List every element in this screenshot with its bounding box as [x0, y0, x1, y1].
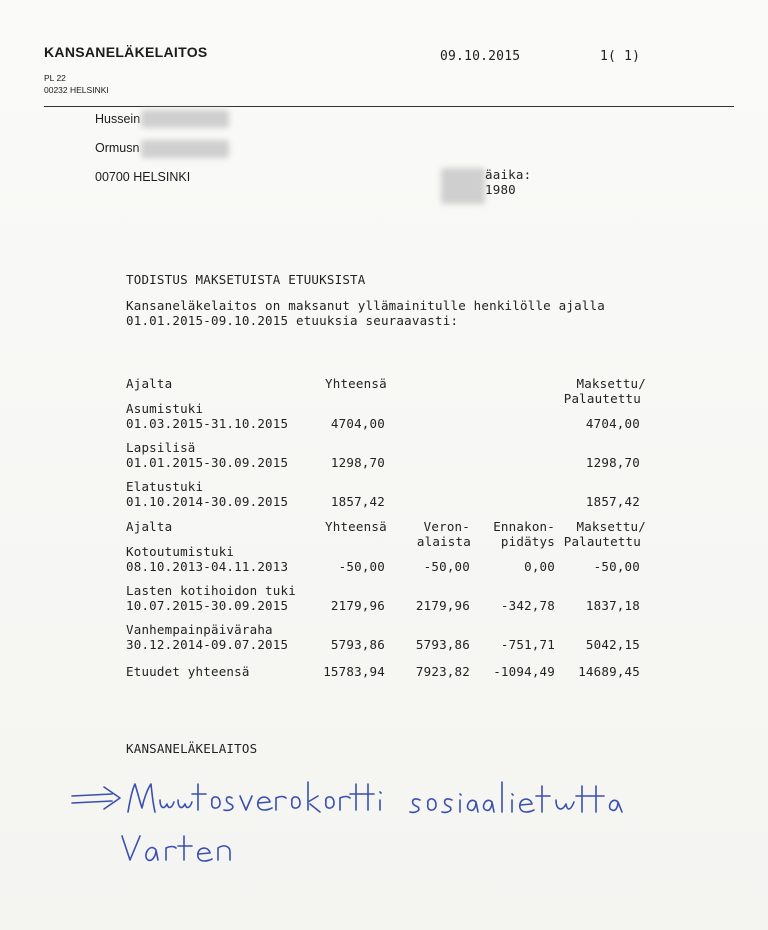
t2-row-2-withheld: -342,78 — [500, 598, 555, 613]
address-line-1: PL 22 — [44, 73, 66, 83]
totals-withheld: -1094,49 — [493, 664, 555, 679]
t2-row-2-total: 2179,96 — [330, 598, 385, 613]
t1-header-paid-2: Palautettu — [563, 391, 641, 406]
t1-header-period: Ajalta — [126, 376, 173, 391]
t1-row-1-period: 01.03.2015-31.10.2015 — [126, 416, 289, 431]
recipient-line-3: 00700 HELSINKI — [95, 170, 191, 184]
birth-year: 1980 — [485, 182, 516, 197]
t2-row-1-period: 08.10.2013-04.11.2013 — [126, 559, 289, 574]
t2-header-period: Ajalta — [126, 519, 173, 534]
t2-row-2-taxable: 2179,96 — [415, 598, 470, 613]
intro-line-1: Kansaneläkelaitos on maksanut yllämainitulle henkilölle ajalla — [126, 298, 605, 313]
t2-row-3-total: 5793,86 — [330, 637, 385, 652]
t2-header-paid-1: Maksettu/ — [576, 519, 646, 534]
t2-header-taxable-1: Veron- — [423, 519, 470, 534]
totals-total: 15783,94 — [323, 664, 385, 679]
footer-signature: KANSANELÄKELAITOS — [126, 741, 258, 756]
t1-row-1-total: 4704,00 — [330, 416, 385, 431]
t2-header-withheld-2: pidätys — [500, 534, 555, 549]
birth-label: äaika: — [485, 167, 532, 182]
t2-header-taxable-2: alaista — [416, 534, 471, 549]
t2-header-withheld-1: Ennakon- — [493, 519, 555, 534]
handwritten-note-drawing — [60, 770, 640, 880]
totals-taxable: 7923,82 — [415, 664, 470, 679]
t1-row-1-paid: 4704,00 — [585, 416, 640, 431]
page-number: 1( 1) — [600, 49, 641, 64]
t1-row-2-period: 01.01.2015-30.09.2015 — [126, 455, 289, 470]
t2-row-2-name: Lasten kotihoidon tuki — [126, 583, 296, 598]
t2-header-paid-2: Palautettu — [563, 534, 641, 549]
t1-row-3-total: 1857,42 — [330, 494, 385, 509]
t1-row-2-total: 1298,70 — [330, 455, 385, 470]
t2-row-1-name: Kotoutumistuki — [126, 544, 235, 559]
header-divider — [44, 106, 734, 107]
t2-row-1-total: -50,00 — [338, 559, 385, 574]
t1-header-paid-1: Maksettu/ — [576, 376, 646, 391]
handwritten-note-text — [0, 0, 1, 1]
t2-row-3-name: Vanhempainpäiväraha — [126, 622, 273, 637]
t1-row-1-name: Asumistuki — [126, 401, 204, 416]
t1-row-3-period: 01.10.2014-30.09.2015 — [126, 494, 289, 509]
t2-row-3-withheld: -751,71 — [500, 637, 555, 652]
t2-row-3-paid: 5042,15 — [585, 637, 640, 652]
t2-row-1-taxable: -50,00 — [423, 559, 470, 574]
totals-label: Etuudet yhteensä — [126, 664, 250, 679]
totals-paid: 14689,45 — [578, 664, 640, 679]
document-title: TODISTUS MAKSETUISTA ETUUKSISTA — [126, 272, 366, 287]
document-date: 09.10.2015 — [440, 49, 521, 64]
redaction-birthdate — [441, 168, 485, 204]
t2-row-3-period: 30.12.2014-09.07.2015 — [126, 637, 289, 652]
t2-header-total: Yhteensä — [325, 519, 387, 534]
t1-header-total: Yhteensä — [325, 376, 387, 391]
recipient-line-1: Hussein — [95, 112, 141, 126]
t2-row-1-paid: -50,00 — [593, 559, 640, 574]
t1-row-2-name: Lapsilisä — [126, 440, 196, 455]
address-line-2: 00232 HELSINKI — [44, 85, 109, 95]
redaction-street — [141, 140, 229, 158]
recipient-line-2: Ormusn — [95, 141, 140, 155]
t2-row-1-withheld: 0,00 — [524, 559, 555, 574]
t1-row-3-name: Elatustuki — [126, 479, 204, 494]
organization-name: KANSANELÄKELAITOS — [44, 44, 208, 60]
t1-row-3-paid: 1857,42 — [585, 494, 640, 509]
redaction-name — [141, 110, 229, 128]
t1-row-2-paid: 1298,70 — [585, 455, 640, 470]
t2-row-2-period: 10.07.2015-30.09.2015 — [126, 598, 289, 613]
t2-row-2-paid: 1837,18 — [585, 598, 640, 613]
intro-line-2: 01.01.2015-09.10.2015 etuuksia seuraavasti: — [126, 313, 459, 328]
t2-row-3-taxable: 5793,86 — [415, 637, 470, 652]
